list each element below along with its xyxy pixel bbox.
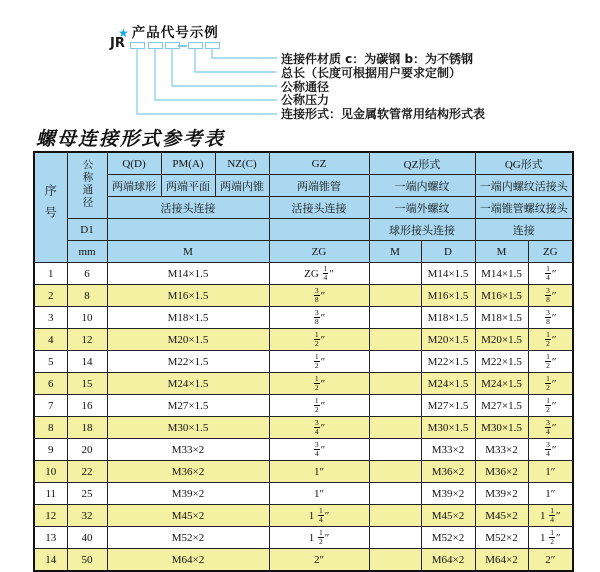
- qg-zg-cell: $\frac{1}{2}$ ″: [528, 351, 573, 373]
- qz-m-cell: [369, 527, 421, 549]
- table-header: [34, 152, 573, 263]
- m-thread-cell: M52×2: [107, 527, 269, 549]
- qg-m-cell: M24×1.5: [475, 373, 528, 395]
- header-end-qd: 两端球形: [107, 175, 161, 197]
- qz-d-cell: M30×1.5: [421, 417, 475, 439]
- qg-zg-cell: $\frac{1}{2}$ ″: [528, 329, 573, 351]
- table-row: [34, 285, 573, 307]
- dn-cell: 14: [67, 351, 107, 373]
- qg-zg-cell: 1 $\frac{1}{2}$ ″: [528, 527, 573, 549]
- qg-m-cell: M36×2: [475, 461, 528, 483]
- m-thread-cell: M14×1.5: [107, 263, 269, 285]
- qz-m-cell: [369, 307, 421, 329]
- gz-zg-cell: 2″: [269, 549, 369, 572]
- qg-m-cell: M18×1.5: [475, 307, 528, 329]
- gz-zg-cell: $\frac{1}{2}$ ″: [269, 395, 369, 417]
- seq-cell: 2: [34, 285, 67, 307]
- gz-zg-cell: 1 $\frac{1}{4}$ ″: [269, 505, 369, 527]
- dn-cell: 25: [67, 483, 107, 505]
- qg-m-cell: M14×1.5: [475, 263, 528, 285]
- label-connection-form: 连接形式：见金属软管常用结构形式表: [281, 107, 486, 121]
- label-nominal-pressure: 公称压力: [281, 93, 330, 107]
- qg-m-cell: M33×2: [475, 439, 528, 461]
- qg-zg-cell: $\frac{3}{4}$ ″: [528, 439, 573, 461]
- gz-zg-cell: ZG $\frac{1}{4}$ ″: [269, 263, 369, 285]
- qz-d-cell: M52×2: [421, 527, 475, 549]
- dn-cell: 20: [67, 439, 107, 461]
- dn-cell: 6: [67, 263, 107, 285]
- header-conn-union: 活接头连接: [107, 197, 269, 219]
- qg-zg-cell: 1 $\frac{1}{4}$ ″: [528, 505, 573, 527]
- header-end-qg: 一端内螺纹活接头: [475, 175, 573, 197]
- qz-d-cell: M20×1.5: [421, 329, 475, 351]
- qz-d-cell: M36×2: [421, 461, 475, 483]
- m-thread-cell: M36×2: [107, 461, 269, 483]
- diagram-title-text: 产品代号示例: [131, 25, 219, 41]
- table-row: [34, 483, 573, 505]
- qg-zg-cell: 2″: [528, 549, 573, 572]
- qz-m-cell: [369, 351, 421, 373]
- m-thread-cell: M30×1.5: [107, 417, 269, 439]
- header-blank-gz: [269, 219, 369, 241]
- m-thread-cell: M33×2: [107, 439, 269, 461]
- m-thread-cell: M20×1.5: [107, 329, 269, 351]
- header-dn-text: 公称通径: [81, 159, 93, 209]
- qz-m-cell: [369, 505, 421, 527]
- m-thread-cell: M39×2: [107, 483, 269, 505]
- gz-zg-cell: $\frac{3}{4}$ ″: [269, 439, 369, 461]
- table-row: [34, 395, 573, 417]
- gz-zg-cell: 1″: [269, 483, 369, 505]
- header-mm: mm: [67, 241, 107, 263]
- dn-cell: 50: [67, 549, 107, 572]
- seq-cell: 12: [34, 505, 67, 527]
- qg-m-cell: M22×1.5: [475, 351, 528, 373]
- table-row: [34, 307, 573, 329]
- dn-cell: 12: [67, 329, 107, 351]
- header-form-gz: GZ: [269, 152, 369, 175]
- qz-d-cell: M33×2: [421, 439, 475, 461]
- qg-m-cell: M16×1.5: [475, 285, 528, 307]
- seq-cell: 9: [34, 439, 67, 461]
- qz-d-cell: M45×2: [421, 505, 475, 527]
- qg-m-cell: M27×1.5: [475, 395, 528, 417]
- header-form-pma: PM(A): [161, 152, 215, 175]
- header-unit-zg: ZG: [269, 241, 369, 263]
- qz-m-cell: [369, 461, 421, 483]
- header-end-nzc: 两端内锥: [215, 175, 269, 197]
- qg-m-cell: M20×1.5: [475, 329, 528, 351]
- header-end-gz: 两端锥管: [269, 175, 369, 197]
- dn-cell: 10: [67, 307, 107, 329]
- dn-cell: 16: [67, 395, 107, 417]
- seq-cell: 5: [34, 351, 67, 373]
- code-prefix: JR: [110, 36, 125, 51]
- qz-d-cell: M24×1.5: [421, 373, 475, 395]
- table-row: [34, 505, 573, 527]
- qz-d-cell: M14×1.5: [421, 263, 475, 285]
- table-body: [34, 263, 573, 572]
- m-thread-cell: M18×1.5: [107, 307, 269, 329]
- table-row: [34, 329, 573, 351]
- qz-d-cell: M16×1.5: [421, 285, 475, 307]
- header-unit-qz-d: D: [421, 241, 475, 263]
- header-seq-text: 序号: [43, 184, 58, 228]
- qz-m-cell: [369, 439, 421, 461]
- seq-cell: 11: [34, 483, 67, 505]
- qz-m-cell: [369, 285, 421, 307]
- header-end-pma: 两端平面: [161, 175, 215, 197]
- table-row: [34, 263, 573, 285]
- qz-d-cell: M18×1.5: [421, 307, 475, 329]
- table-row: [34, 549, 573, 572]
- header-unit-m: M: [107, 241, 269, 263]
- m-thread-cell: M24×1.5: [107, 373, 269, 395]
- qz-m-cell: [369, 373, 421, 395]
- header-connect-qg: 连接: [475, 219, 573, 241]
- m-thread-cell: M22×1.5: [107, 351, 269, 373]
- qg-m-cell: M45×2: [475, 505, 528, 527]
- seq-cell: 10: [34, 461, 67, 483]
- qg-zg-cell: $\frac{1}{4}$ ″: [528, 263, 573, 285]
- gz-zg-cell: $\frac{1}{2}$ ″: [269, 329, 369, 351]
- header-seq: [34, 152, 67, 263]
- header-blank-left: [107, 219, 269, 241]
- header-unit-qg-m: M: [475, 241, 528, 263]
- header-conn-qg: 一端锥管螺纹接头: [475, 197, 573, 219]
- qg-zg-cell: $\frac{3}{4}$ ″: [528, 417, 573, 439]
- qz-m-cell: [369, 263, 421, 285]
- seq-cell: 6: [34, 373, 67, 395]
- qg-m-cell: M64×2: [475, 549, 528, 572]
- gz-zg-cell: $\frac{3}{8}$ ″: [269, 307, 369, 329]
- qz-m-cell: [369, 417, 421, 439]
- qg-zg-cell: $\frac{1}{2}$ ″: [528, 395, 573, 417]
- qg-m-cell: M30×1.5: [475, 417, 528, 439]
- label-nominal-diameter: 公称通径: [281, 80, 330, 94]
- seq-cell: 7: [34, 395, 67, 417]
- dn-cell: 18: [67, 417, 107, 439]
- header-conn-gz: 活接头连接: [269, 197, 369, 219]
- header-unit-qg-zg: ZG: [528, 241, 573, 263]
- header-dn: [67, 152, 107, 219]
- gz-zg-cell: $\frac{3}{4}$ ″: [269, 417, 369, 439]
- header-end-qz: 一端内螺纹: [369, 175, 475, 197]
- table-title: 螺母连接形式参考表: [36, 128, 226, 150]
- header-form-nzc: NZ(C): [215, 152, 269, 175]
- dn-cell: 15: [67, 373, 107, 395]
- seq-cell: 1: [34, 263, 67, 285]
- qz-d-cell: M27×1.5: [421, 395, 475, 417]
- qz-d-cell: M39×2: [421, 483, 475, 505]
- seq-cell: 3: [34, 307, 67, 329]
- qz-m-cell: [369, 483, 421, 505]
- header-form-qg: QG形式: [475, 152, 573, 175]
- gz-zg-cell: $\frac{3}{8}$ ″: [269, 285, 369, 307]
- seq-cell: 4: [34, 329, 67, 351]
- qg-m-cell: M52×2: [475, 527, 528, 549]
- label-material: 连接件材质 c：为碳钢 b：为不锈钢: [281, 52, 474, 66]
- label-total-length: 总长（长度可根据用户要求定制）: [281, 66, 462, 80]
- seq-cell: 14: [34, 549, 67, 572]
- gz-zg-cell: 1 $\frac{1}{2}$ ″: [269, 527, 369, 549]
- m-thread-cell: M16×1.5: [107, 285, 269, 307]
- gz-zg-cell: $\frac{1}{2}$ ″: [269, 373, 369, 395]
- gz-zg-cell: $\frac{1}{2}$ ″: [269, 351, 369, 373]
- dn-cell: 40: [67, 527, 107, 549]
- table-row: [34, 373, 573, 395]
- qz-d-cell: M22×1.5: [421, 351, 475, 373]
- dn-cell: 32: [67, 505, 107, 527]
- dn-cell: 8: [67, 285, 107, 307]
- qg-zg-cell: $\frac{1}{2}$ ″: [528, 373, 573, 395]
- qz-m-cell: [369, 549, 421, 572]
- qg-zg-cell: $\frac{3}{8}$ ″: [528, 307, 573, 329]
- header-conn-qz: 一端外螺纹: [369, 197, 475, 219]
- qg-zg-cell: $\frac{3}{8}$ ″: [528, 285, 573, 307]
- seq-cell: 8: [34, 417, 67, 439]
- qg-zg-cell: 1″: [528, 483, 573, 505]
- star-icon: ★: [118, 26, 130, 40]
- dn-cell: 22: [67, 461, 107, 483]
- m-thread-cell: M45×2: [107, 505, 269, 527]
- qg-zg-cell: 1″: [528, 461, 573, 483]
- header-form-qd: Q(D): [107, 152, 161, 175]
- nut-connection-reference-table: [33, 151, 574, 572]
- table-row: [34, 351, 573, 373]
- qz-m-cell: [369, 329, 421, 351]
- gz-zg-cell: 1″: [269, 461, 369, 483]
- header-form-qz: QZ形式: [369, 152, 475, 175]
- qg-m-cell: M39×2: [475, 483, 528, 505]
- header-d1: D1: [67, 219, 107, 241]
- table-row: [34, 439, 573, 461]
- table-row: [34, 527, 573, 549]
- qz-m-cell: [369, 395, 421, 417]
- m-thread-cell: M27×1.5: [107, 395, 269, 417]
- qz-d-cell: M64×2: [421, 549, 475, 572]
- table-row: [34, 461, 573, 483]
- seq-cell: 13: [34, 527, 67, 549]
- table-row: [34, 417, 573, 439]
- header-unit-qz-m: M: [369, 241, 421, 263]
- header-ballconn-qz: 球形接头连接: [369, 219, 475, 241]
- m-thread-cell: M64×2: [107, 549, 269, 572]
